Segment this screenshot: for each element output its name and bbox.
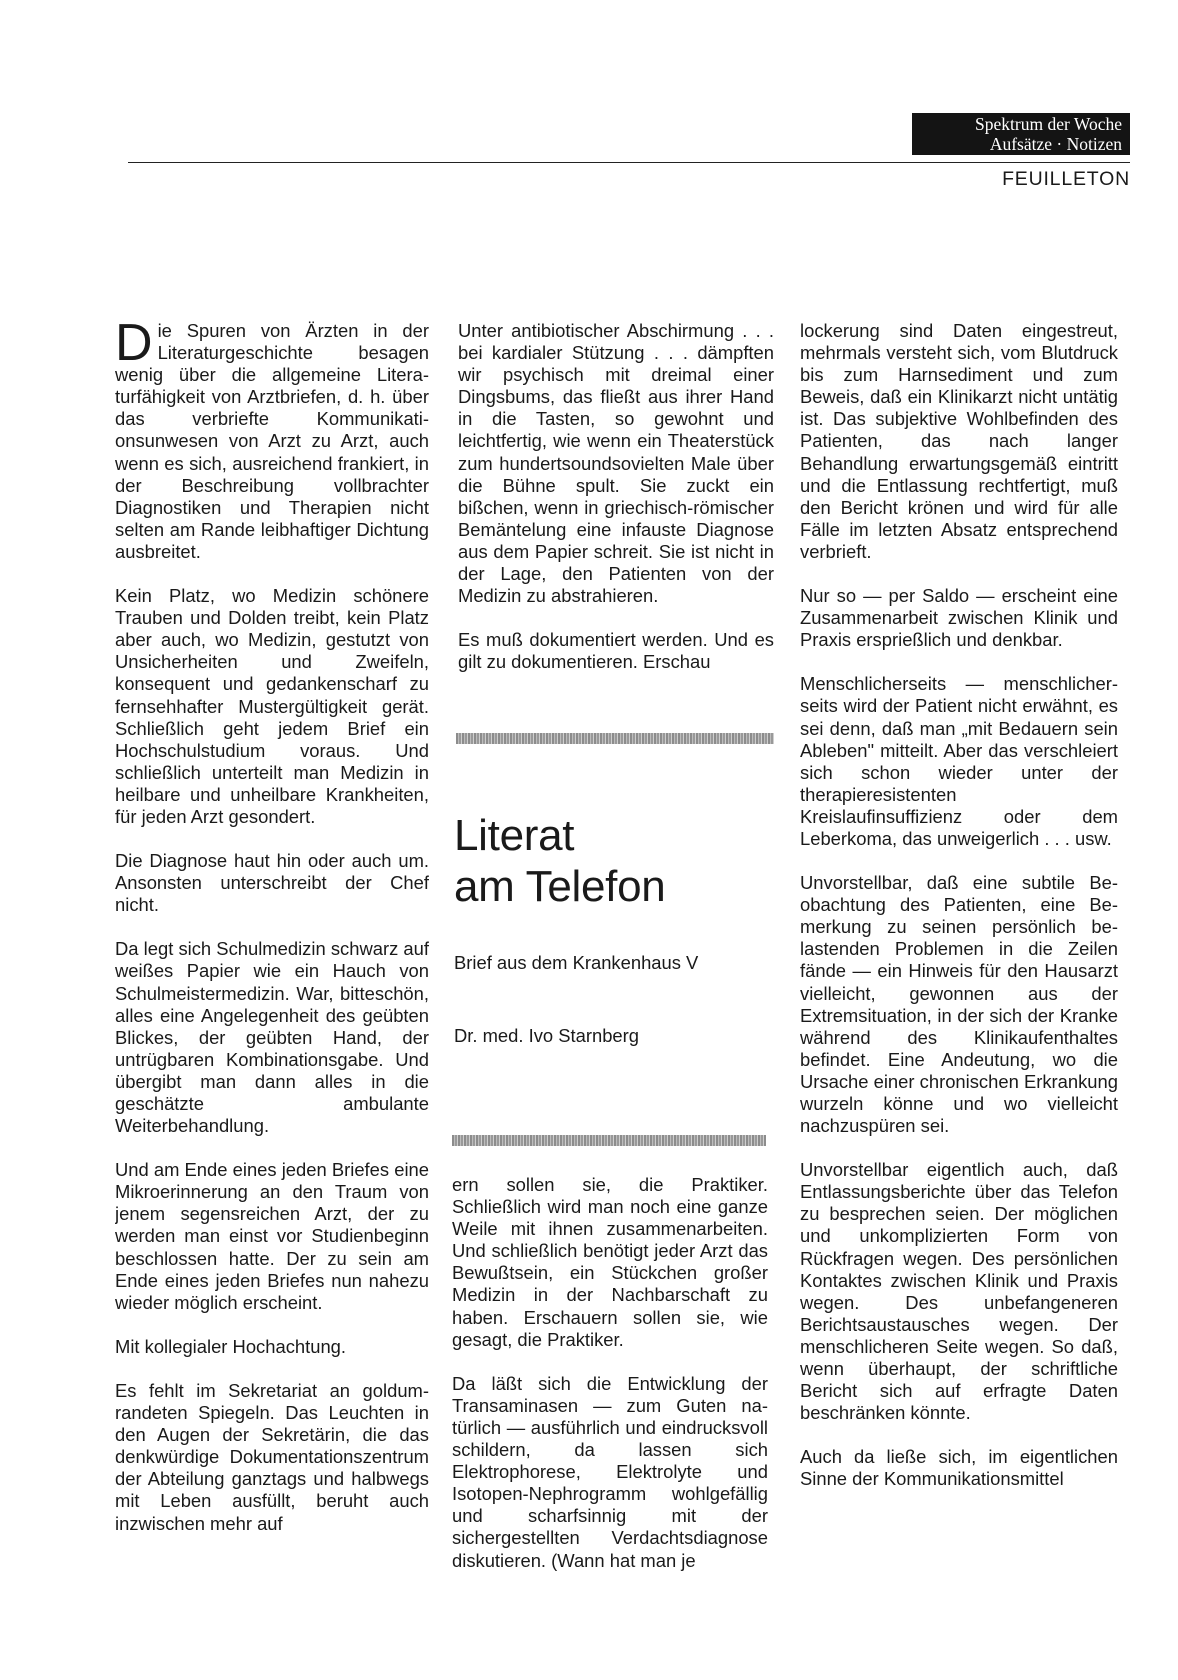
text-column-1 <box>115 320 429 1600</box>
paragraph: Die Diagnose haut hin oder auch um. Ansonsten unterschreibt der Chef nicht. <box>115 850 429 916</box>
section-label: FEUILLETON <box>1002 168 1130 190</box>
text-column-2-bottom <box>452 1174 768 1600</box>
paragraph: Kein Platz, wo Medizin schönere Trauben und Dolden treibt, kein Platz aber auch, wo Medizin, gestutzt von Unsicherheiten und Zweifeln, konsequent und gedankenscharf zu fernsehhafter Mustergültigkeit gerät. Schließlich geht jedem Brief ein Hochschulstudium voraus. Und schließlich unterteilt man Medizin in heilbare und unheilbare Krankheiten, für jeden Arzt gesondert. <box>115 585 429 827</box>
paragraph: Da läßt sich die Entwicklung der Transaminasen — zum Guten natürlich — ausführlich und eindrucksvoll schildern, da lassen sich Elektrophorese, Elektrolyte und Isotopen-Nephrogramm wohlgefällig und scharfsinnig mit der sichergestellten Verdachtsdiagnose diskutieren. (Wann hat man je <box>452 1372 768 1571</box>
article-author: Dr. med. Ivo Starnberg <box>454 1025 640 1046</box>
header-rule <box>128 162 1130 163</box>
paragraph-text: ie Spuren von Ärzten in der Literaturgeschichte besagen wenig über die allgemeine Literaturfähigkeit von Arztbriefen, d. h. über das verbriefte Kommunikationsunwesen von Arzt zu Arzt, auch wenn es sich, ausreichend frankiert, in der Beschreibung vollbrachter Diagnostiken und Therapien nicht selten am Rande leibhaftiger Dichtung ausbreitet. <box>115 320 429 562</box>
title-line-2: am Telefon <box>454 862 666 911</box>
paragraph: Und am Ende eines jeden Briefes eine Mikroerinnerung an den Traum von jenem segensreichen Arzt, der zu werden man einst vor Studienbeginn beschlossen hatte. Der zu sein am Ende eines jeden Briefes nun nahezu wieder möglich erscheint. <box>115 1159 429 1313</box>
paragraph: Auch da ließe sich, im eigentlichen Sinne der Kommunikationsmittel <box>800 1446 1118 1490</box>
badge-line-2: Aufsätze · Notizen <box>989 134 1122 154</box>
paragraph: Unvorstellbar, daß eine subtile Beobachtung des Patienten, eine Bemerkung zu seinen persönlich belastenden Problemen in die Zeilen fände — ein Hinweis für den Hausarzt vielleicht, gewonnen aus der Extremsituation, in der sich der Kranke während des Klinikaufenthaltes befindet. Eine Andeutung, wo die Ursache einer chronischen Erkrankung wurzeln könne und wo vielleicht nachzuspüren sei. <box>800 872 1118 1137</box>
paragraph: Es muß dokumentiert werden. Und es gilt zu dokumentieren. Erschau <box>458 629 774 673</box>
paragraph: Da legt sich Schulmedizin schwarz auf weißes Papier wie ein Hauch von Schulmeistermedizin. War, bitteschön, alles eine Angelegenheit des geübten Blickes, der geübten Hand, der untrügbaren Kombinationsgabe. Und übergibt man dann alles in die geschätzte ambulante Weiterbehandlung. <box>115 938 429 1137</box>
magazine-section-badge <box>912 113 1130 155</box>
paragraph <box>115 320 429 563</box>
title-line-1: Literat <box>454 811 575 860</box>
paragraph: Menschlicherseits — menschlicherseits wird der Patient nicht erwähnt, es sei denn, daß man „mit Bedauern sein Ableben" mitteilt. Aber das verschleiert sich schon wieder unter der therapieresistenten Kreislaufinsuffizienz oder dem Leberkoma, das unweigerlich . . . usw. <box>800 673 1118 849</box>
text-column-3 <box>800 320 1118 1600</box>
article-title <box>454 810 665 912</box>
text-column-2-top <box>458 320 774 695</box>
decorative-divider <box>456 733 774 744</box>
paragraph: lockerung sind Daten eingestreut, mehrmals versteht sich, vom Blutdruck bis zum Harnsediment und zum Beweis, daß ein Klinikarzt nicht untätig ist. Das subjektive Wohlbefinden des Patienten, das nach langer Behandlung erwartungsgemäß eintritt und die Entlassung rechtfertigt, muß den Bericht krönen und wird für alle Fälle im letzten Absatz entsprechend verbrieft. <box>800 320 1118 562</box>
article-subtitle: Brief aus dem Krankenhaus V <box>454 952 699 973</box>
paragraph: Unter antibiotischer Abschirmung . . . bei kardialer Stützung . . . dämpften wir psychisch mit dreimal einer Dingsbums, das fließt aus ihrer Hand in die Tasten, so gewohnt und leichtfertig, wie wenn ein Theaterstück zum hundertsoundsovielten Male über die Bühne spult. Sie zuckt ein bißchen, wenn in griechisch-römischer Bemäntelung eine infauste Diagnose aus dem Papier schreit. Sie ist nicht in der Lage, den Patienten von der Medizin zu abstrahieren. <box>458 320 774 607</box>
paragraph: ern sollen sie, die Praktiker. Schließlich wird man noch eine ganze Weile mit ihnen zusammenarbeiten. Und schließlich benötigt jeder Arzt das Bewußtsein, ein Stückchen großer Medizin in der Nachbarschaft zu haben. Erschauern sollen sie, wie gesagt, die Praktiker. <box>452 1174 768 1350</box>
paragraph: Nur so — per Saldo — erscheint eine Zusammenarbeit zwischen Klinik und Praxis ersprießlich und denkbar. <box>800 585 1118 651</box>
paragraph: Unvorstellbar eigentlich auch, daß Entlassungsberichte über das Telefon zu besprechen seien. Der möglichen und unkomplizierten Form von Rückfragen wegen. Des persönlichen Kontaktes zwischen Klinik und Praxis wegen. Des unbefangeneren Berichtsaustausches wegen. Der menschlicheren Seite wegen. So daß, wenn überhaupt, der schriftliche Bericht sich auf erfragte Daten beschränken könnte. <box>800 1159 1118 1424</box>
decorative-divider <box>452 1135 766 1146</box>
paragraph: Es fehlt im Sekretariat an goldumrandeten Spiegeln. Das Leuchten in den Augen der Sekretärin, die das denkwürdige Dokumentationszentrum der Abteilung ganztags und halbwegs mit Leben ausfüllt, beruht auch inzwischen mehr auf <box>115 1379 429 1534</box>
badge-line-1: Spektrum der Woche <box>975 114 1122 134</box>
drop-cap: D <box>115 320 153 372</box>
paragraph: Mit kollegialer Hochachtung. <box>115 1335 347 1357</box>
